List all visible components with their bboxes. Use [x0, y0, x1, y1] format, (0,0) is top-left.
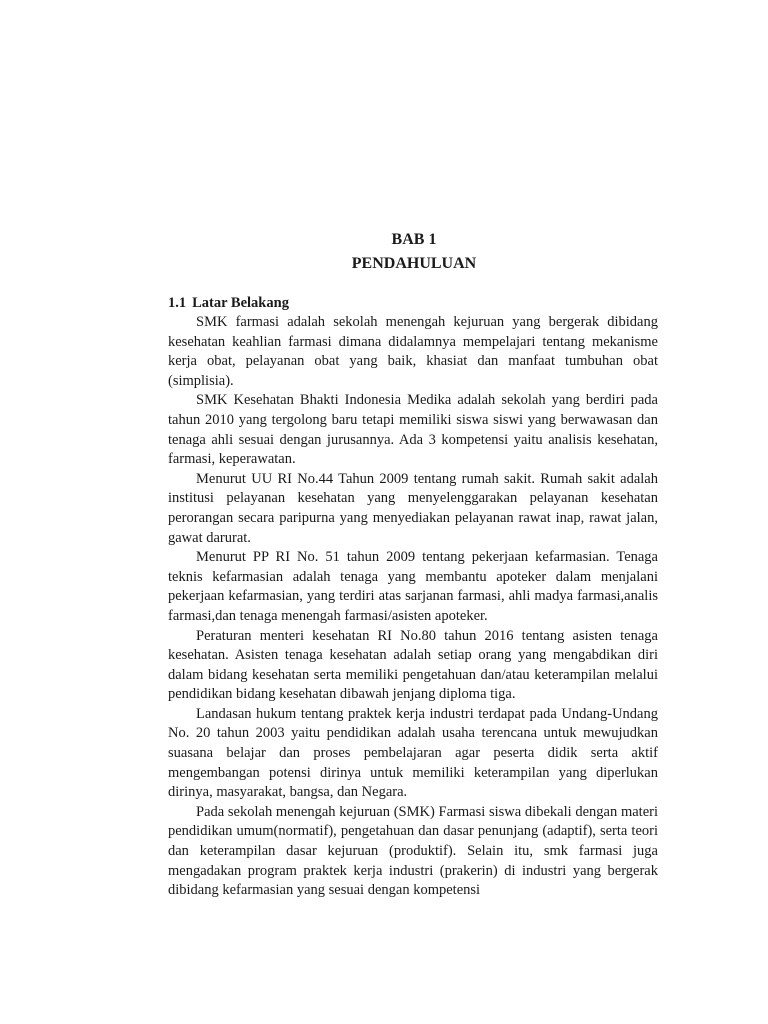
section-title: Latar Belakang: [192, 295, 289, 311]
paragraph: Menurut PP RI No. 51 tahun 2009 tentang pekerjaan kefarmasian. Tenaga teknis kefarmasian adalah tenaga yang membantu apoteker dalam menjalani pekerjaan kefarmasian, yang terdiri atas sarjanan farmasi, ahli madya farmasi,analis farmasi,dan tenaga menengah farmasi/asisten apoteker.: [168, 549, 658, 624]
body-text: [168, 313, 658, 901]
section-number: 1.1: [168, 295, 187, 311]
paragraph: Menurut UU RI No.44 Tahun 2009 tentang rumah sakit. Rumah sakit adalah institusi pelayanan kesehatan yang menyelenggarakan pelayanan kesehatan perorangan secara paripurna yang menyediakan pelayanan rawat inap, rawat jalan, gawat darurat.: [168, 470, 658, 546]
paragraph: Landasan hukum tentang praktek kerja industri terdapat pada Undang-Undang No. 20 tahun 2003 yaitu pendidikan adalah usaha terencana untuk mewujudkan suasana belajar dan proses pembelajaran agar peserta didik serta aktif mengembangan potensi dirinya untuk memiliki keterampilan yang diperlukan dirinya, masyarakat, bangsa, dan Negara.: [168, 705, 658, 801]
chapter-label: BAB 1: [391, 231, 437, 248]
paragraph: Pada sekolah menengah kejuruan (SMK) Farmasi siswa dibekali dengan materi pendidikan umum(normatif), pengetahuan dan dasar penunjang (adaptif), serta teori dan keterampilan dasar kejuruan (produktif). Selain itu, smk farmasi juga mengadakan program praktek kerja industri (prakerin) di industri yang bergerak dibidang kefarmasian yang sesuai dengan kompetensi: [168, 803, 658, 899]
paragraph: SMK farmasi adalah sekolah menengah kejuruan yang bergerak dibidang kesehatan keahlian farmasi dimana didalamnya mempelajari tentang mekanisme kerja obat, pelayanan obat yang baik, khasiat dan manfaat tumbuhan obat (simplisia).: [168, 314, 658, 389]
section-heading: [168, 293, 289, 313]
paragraph: SMK Kesehatan Bhakti Indonesia Medika adalah sekolah yang berdiri pada tahun 2010 yang tergolong baru tetapi memiliki siswa siswi yang berwawasan dan tenaga ahli sesuai dengan jurusannya. Ada 3 kompetensi yaitu analisis kesehatan, farmasi, keperawatan.: [168, 392, 658, 468]
chapter-title: PENDAHULUAN: [351, 255, 477, 272]
paragraph: Peraturan menteri kesehatan RI No.80 tahun 2016 tentang asisten tenaga kesehatan. Asisten tenaga kesehatan adalah setiap orang yang mengabdikan diri dalam bidang kesehatan serta memiliki pengetahuan dan/atau keterampilan melalui pendidikan bidang kesehatan dibawah jenjang diploma tiga.: [168, 627, 658, 703]
